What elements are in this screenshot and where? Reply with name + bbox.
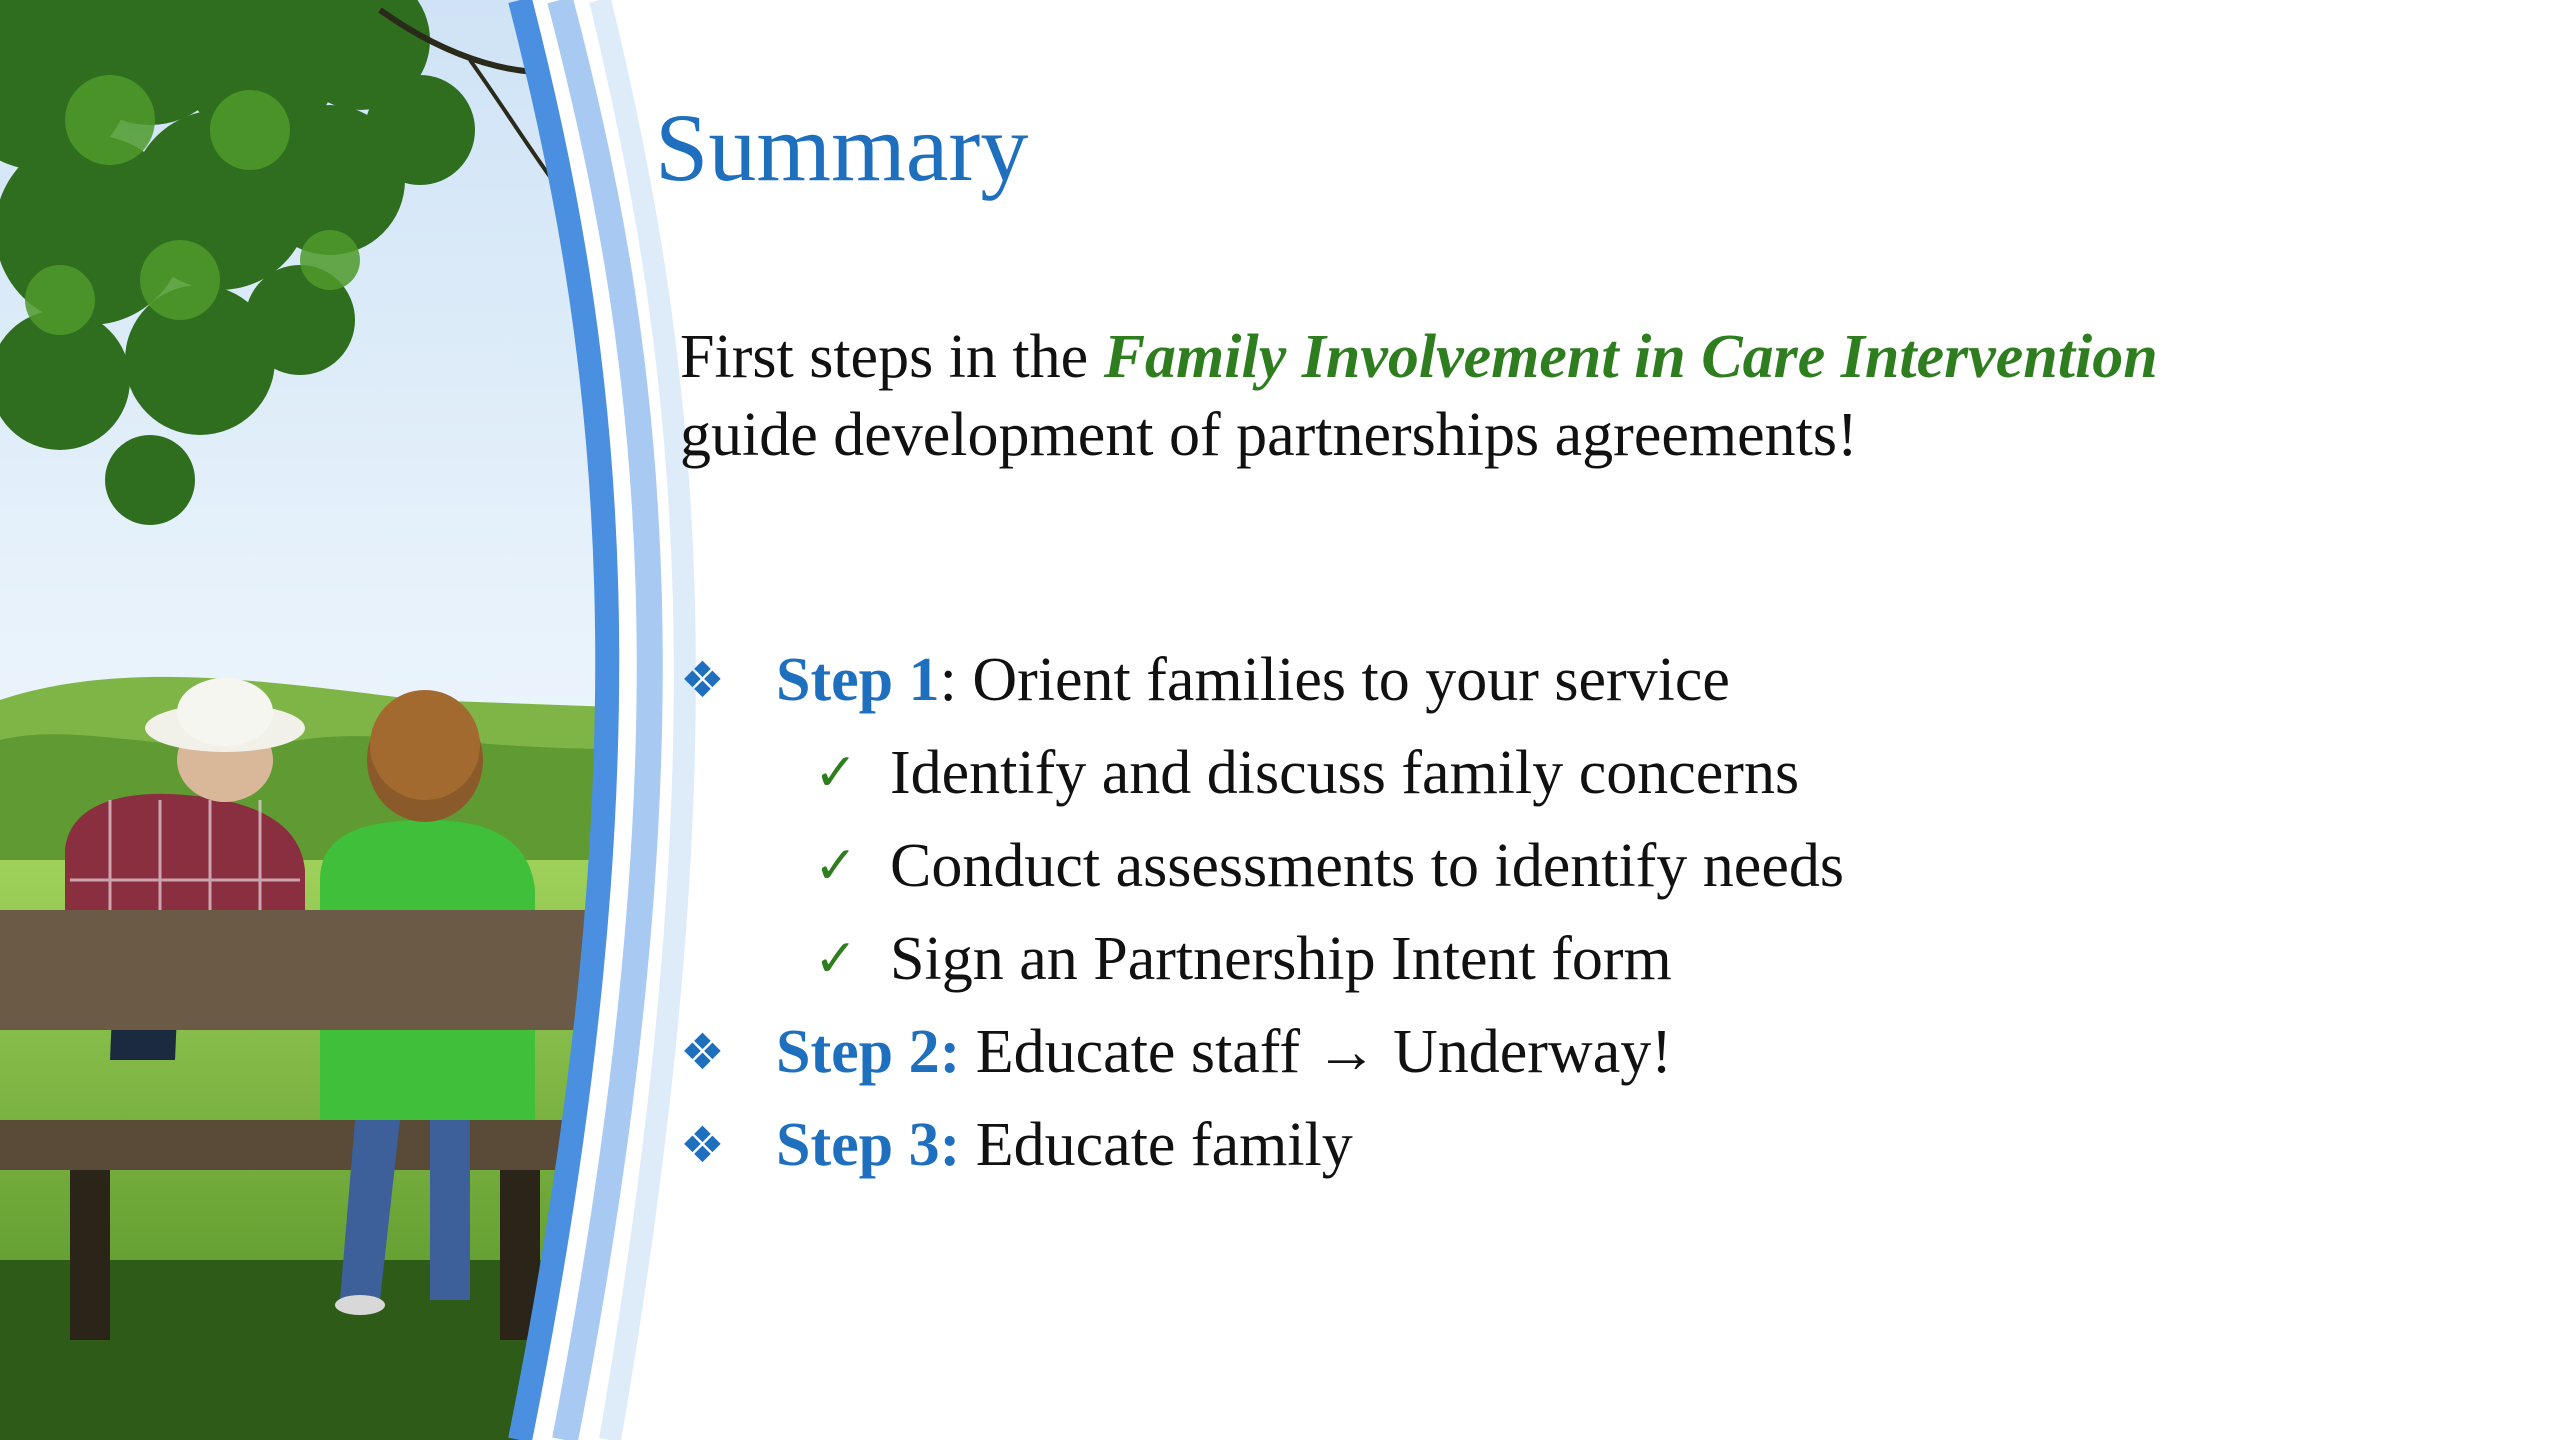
- steps-list: [680, 634, 2280, 1192]
- substep-item: [680, 820, 2280, 913]
- step-1-text: Orient families to your service: [972, 646, 1730, 714]
- intro-lead: First steps in the: [680, 323, 1104, 391]
- step-1-separator: :: [939, 646, 973, 714]
- substep-item: [680, 913, 2280, 1006]
- checkmark-icon: ✓: [814, 929, 858, 989]
- step-3-text: Educate family: [975, 1111, 1353, 1179]
- step-3-label: Step 3:: [776, 1111, 961, 1179]
- substep-text: Identify and discuss family concerns: [890, 739, 1800, 807]
- diamond-bullet-icon: ❖: [680, 1023, 725, 1081]
- step-2-label: Step 2:: [776, 1018, 961, 1086]
- step-2-text: Educate staff → Underway!: [975, 1018, 1672, 1086]
- checkmark-icon: ✓: [814, 743, 858, 803]
- step-1-label: Step 1: [776, 646, 940, 714]
- substep-text: Conduct assessments to identify needs: [890, 832, 1844, 900]
- substep-item: [680, 727, 2280, 820]
- step-2-separator: [960, 1018, 976, 1086]
- substep-text: Sign an Partnership Intent form: [890, 925, 1672, 993]
- diamond-bullet-icon: ❖: [680, 1116, 725, 1174]
- diamond-bullet-icon: ❖: [680, 651, 725, 709]
- step-1-item: [680, 634, 2280, 727]
- intro-emphasis: Family Involvement in Care Intervention: [1103, 323, 2158, 391]
- step-3-item: [680, 1099, 2280, 1192]
- step-3-separator: [960, 1111, 976, 1179]
- intro-tail: guide development of partnerships agreements!: [680, 401, 1858, 469]
- slide-title: Summary: [655, 94, 1029, 201]
- checkmark-icon: ✓: [814, 836, 858, 896]
- intro-paragraph: [680, 318, 2240, 474]
- step-2-item: [680, 1006, 2280, 1099]
- couple-bench-photo: [0, 0, 700, 1440]
